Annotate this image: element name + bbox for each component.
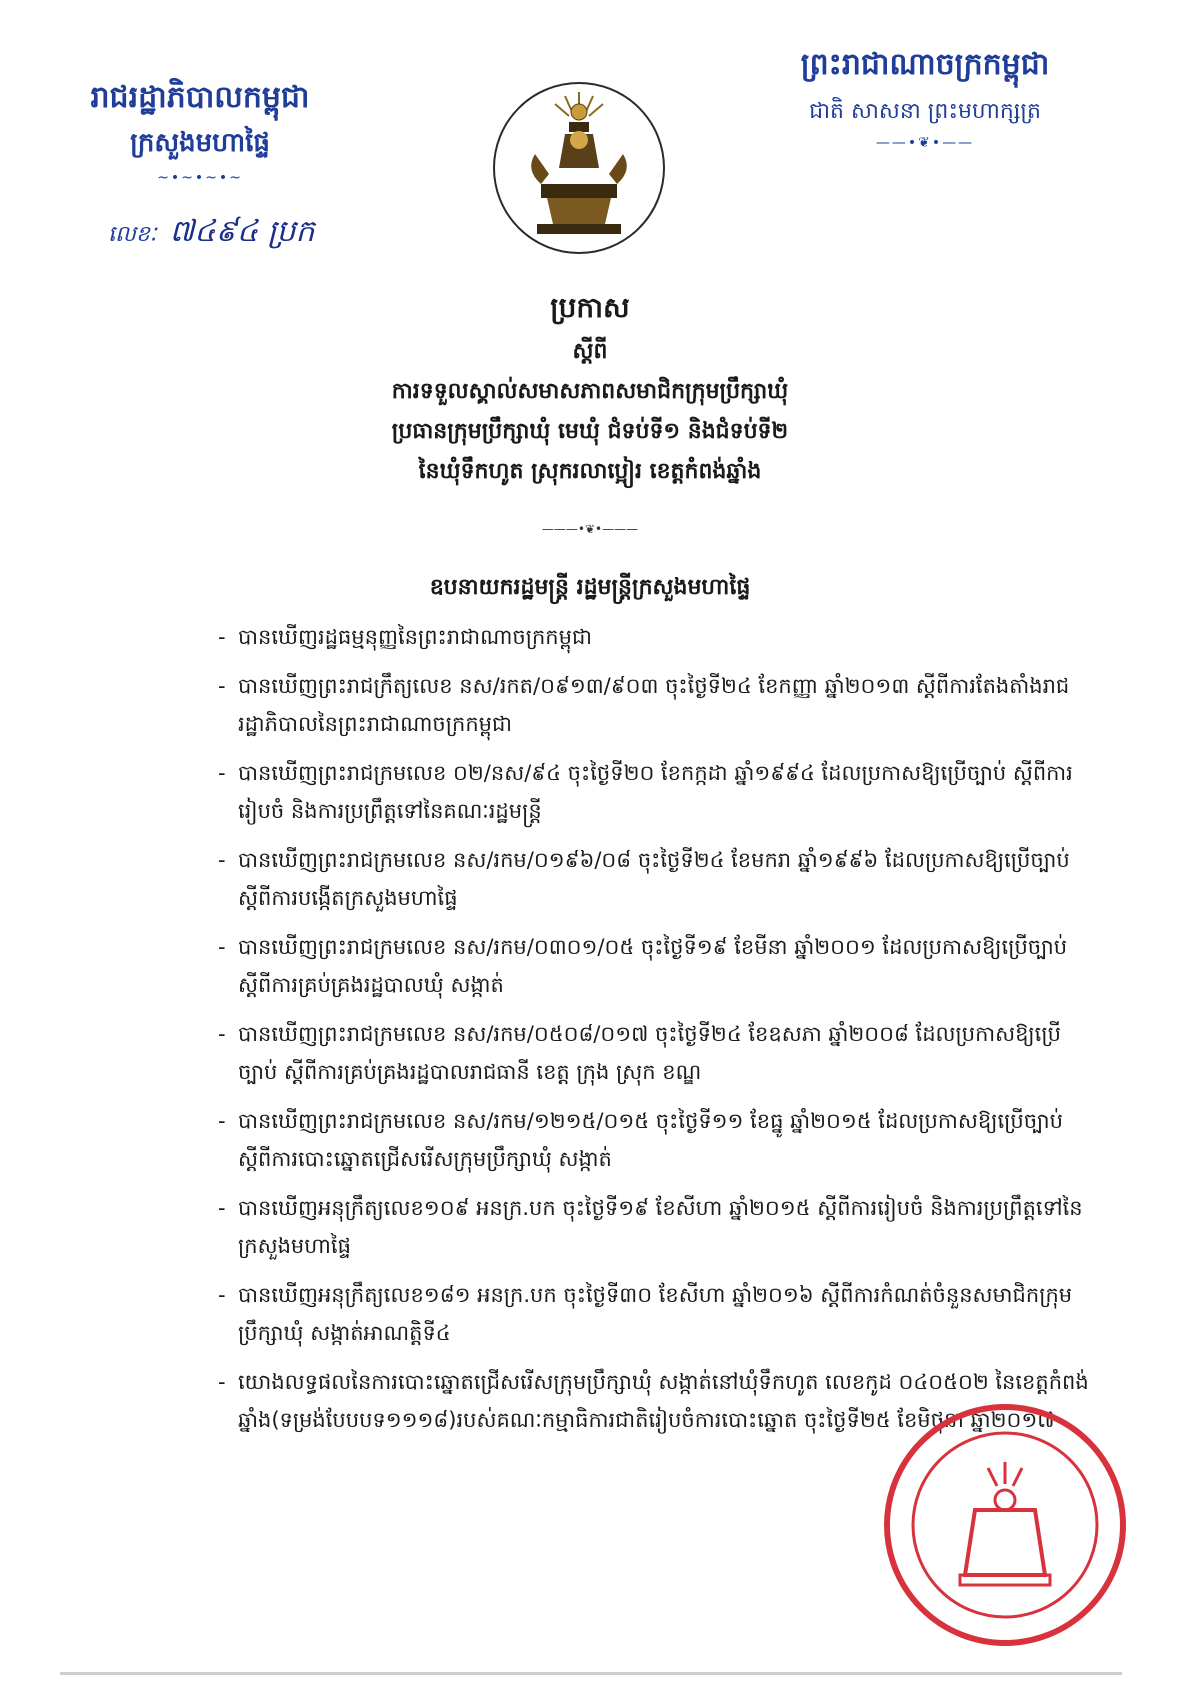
preamble-list <box>218 618 1098 1450</box>
title-main: ប្រកាស <box>550 291 630 324</box>
document-title <box>180 290 1000 489</box>
ornament-divider: ~•~•~•~ <box>157 170 243 186</box>
list-item: - បានឃើញអនុក្រឹត្យលេខ១៨១ អនក្រ.បក ចុះថ្ងៃទី៣០ ខែសីហា ឆ្នាំ២០១៦ ស្តីពីការកំណត់ចំនួនសមាជិកក្រុមប្រឹក្សាឃុំ សង្កាត់អាណត្តិទី៤ <box>218 1276 1098 1352</box>
list-item: - បានឃើញព្រះរាជក្រមលេខ ០២/នស/៩៤ ចុះថ្ងៃទី២០ ខែកក្កដា ឆ្នាំ១៩៩៤ ដែលប្រកាសឱ្យប្រើច្បាប់ ស្តីពីការរៀបចំ និងការប្រព្រឹត្តទៅនៃគណៈរដ្ឋមន្ត្រី <box>218 754 1098 830</box>
ministry-name: ក្រសួងមហាផ្ទៃ <box>130 128 270 158</box>
reference-number <box>108 212 315 256</box>
issuing-authority: ឧបនាយករដ្ឋមន្ត្រី រដ្ឋមន្ត្រីក្រសួងមហាផ្ទៃ <box>429 575 751 600</box>
title-line-1: ការទទួលស្គាល់សមាសភាពសមាជិកក្រុមប្រឹក្សាឃុំ <box>391 379 789 404</box>
ornament-divider: ——•❦•—— <box>875 135 975 151</box>
title-concerning: ស្តីពី <box>572 339 608 364</box>
royal-emblem-icon <box>493 82 665 254</box>
page-edge <box>60 1672 1122 1675</box>
title-line-2: ប្រធានក្រុមប្រឹក្សាឃុំ មេឃុំ ជំទប់ទី១ និងជំទប់ទី២ <box>391 419 789 444</box>
ministry-seal-icon <box>880 1400 1130 1650</box>
kingdom-header <box>770 45 1080 151</box>
kingdom-name: ព្រះរាជាណាចក្រកម្ពុជា <box>800 47 1050 82</box>
list-item: - បានឃើញអនុក្រឹត្យលេខ១០៩ អនក្រ.បក ចុះថ្ងៃទី១៩ ខែសីហា ឆ្នាំ២០១៥ ស្តីពីការរៀបចំ និងការប្រព្រឹត្តទៅនៃក្រសួងមហាផ្ទៃ <box>218 1189 1098 1265</box>
list-item: - បានឃើញព្រះរាជក្រឹត្យលេខ នស/រកត/០៩១៣/៩០៣ ចុះថ្ងៃទី២៤ ខែកញ្ញា ឆ្នាំ២០១៣ ស្តីពីការតែងតាំងរាជរដ្ឋាភិបាលនៃព្រះរាជាណាចក្រកម្ពុជា <box>218 667 1098 743</box>
national-motto: ជាតិ សាសនា ព្រះមហាក្សត្រ <box>809 99 1041 124</box>
reference-value: ៧៤៩៤ ប្រក <box>169 214 315 249</box>
section-divider: ———•❦•——— <box>541 522 639 536</box>
list-item: - បានឃើញព្រះរាជក្រមលេខ នស/រកម/០៥០៨/០១៧ ចុះថ្ងៃទី២៤ ខែឧសភា ឆ្នាំ២០០៨ ដែលប្រកាសឱ្យប្រើច្បាប់ ស្តីពីការគ្រប់គ្រងរដ្ឋបាលរាជធានី ខេត្ត ក្រុង ស្រុក ខណ្ឌ <box>218 1015 1098 1091</box>
title-line-3: នៃឃុំទឹកហូត ស្រុករលាប្អៀរ ខេត្តកំពង់ឆ្នាំង <box>418 459 762 484</box>
government-name: រាជរដ្ឋាភិបាលកម្ពុជា <box>90 80 310 115</box>
list-item: - បានឃើញព្រះរាជក្រមលេខ នស/រកម/០៣០១/០៥ ចុះថ្ងៃទី១៩ ខែមីនា ឆ្នាំ២០០១ ដែលប្រកាសឱ្យប្រើច្បាប់ ស្តីពីការគ្រប់គ្រងរដ្ឋបាលឃុំ សង្កាត់ <box>218 928 1098 1004</box>
list-item: - បានឃើញព្រះរាជក្រមលេខ នស/រកម/១២១៥/០១៥ ចុះថ្ងៃទី១១ ខែធ្នូ ឆ្នាំ២០១៥ ដែលប្រកាសឱ្យប្រើច្បាប់ ស្តីពីការបោះឆ្នោតជ្រើសរើសក្រុមប្រឹក្សាឃុំ សង្កាត់ <box>218 1102 1098 1178</box>
list-item: - យោងលទ្ធផលនៃការបោះឆ្នោតជ្រើសរើសក្រុមប្រឹក្សាឃុំ សង្កាត់នៅឃុំទឹកហូត លេខកូដ ០៤០៥០២ នៃខេត្តកំពង់ឆ្នាំង(ទម្រង់បែបបទ១១១៨)របស់គណៈកម្មាធិការជាតិរៀបចំការបោះឆ្នោត ចុះថ្ងៃទី២៥ ខែមិថុនា ឆ្នាំ២០១៧ <box>218 1363 1098 1439</box>
ministry-header <box>70 78 330 186</box>
reference-label: លេខៈ <box>108 222 157 247</box>
list-item: - បានឃើញព្រះរាជក្រមលេខ នស/រកម/០១៩៦/០៨ ចុះថ្ងៃទី២៤ ខែមករា ឆ្នាំ១៩៩៦ ដែលប្រកាសឱ្យប្រើច្បាប់ ស្តីពីការបង្កើតក្រសួងមហាផ្ទៃ <box>218 841 1098 917</box>
list-item: - បានឃើញរដ្ឋធម្មនុញ្ញនៃព្រះរាជាណាចក្រកម្ពុជា <box>218 618 1098 656</box>
